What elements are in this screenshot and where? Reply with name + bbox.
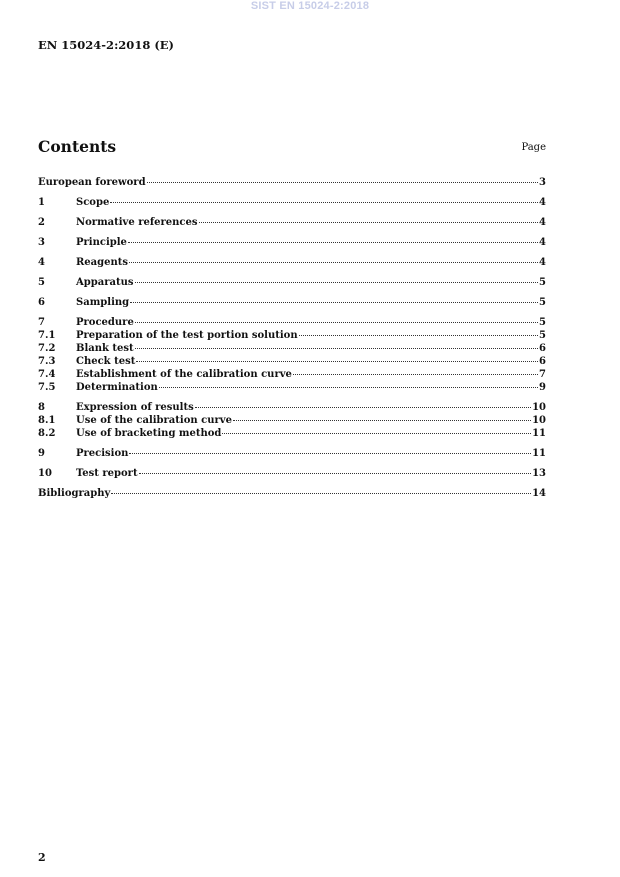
toc-entry[interactable] <box>38 381 546 394</box>
toc-entry[interactable] <box>38 256 546 269</box>
toc-entry-number: 10 <box>38 468 52 479</box>
toc-dot-leader <box>299 335 538 336</box>
toc-entry-title: Reagents <box>76 257 129 268</box>
toc-dot-leader <box>136 361 538 362</box>
toc-entry-title: Establishment of the calibration curve <box>76 369 292 380</box>
toc-entry[interactable] <box>38 316 546 329</box>
toc-entry[interactable] <box>38 329 546 342</box>
toc-entry-number: 3 <box>38 237 45 248</box>
toc-entry-title: Check test <box>76 356 136 367</box>
toc-entry-page: 5 <box>539 277 546 288</box>
toc-entry-title: Bibliography <box>38 488 111 499</box>
toc-entry-title: Normative references <box>76 217 198 228</box>
toc-entry-page: 5 <box>539 317 546 328</box>
toc-entry-page: 4 <box>539 217 546 228</box>
toc-entry-number: 7.4 <box>38 369 56 380</box>
toc-entry-number: 1 <box>38 197 45 208</box>
toc-entry-page: 3 <box>539 177 546 188</box>
toc-entry-title: Use of bracketing method <box>76 428 222 439</box>
toc-entry-page: 6 <box>539 356 546 367</box>
toc-entry-page: 5 <box>539 297 546 308</box>
toc-entry[interactable] <box>38 342 546 355</box>
toc-dot-leader <box>195 407 531 408</box>
page-column-label: Page <box>521 142 546 153</box>
contents-title: Contents <box>38 137 117 156</box>
toc-dot-leader <box>129 262 538 263</box>
toc-entry-number: 7.3 <box>38 356 56 367</box>
toc-dot-leader <box>159 387 538 388</box>
toc-entry-number: 8.2 <box>38 428 56 439</box>
toc-entry-page: 6 <box>539 343 546 354</box>
toc-dot-leader <box>130 302 538 303</box>
toc-entry[interactable] <box>38 467 546 480</box>
toc-dot-leader <box>199 222 539 223</box>
toc-entry[interactable] <box>38 276 546 289</box>
toc-entry-title: Blank test <box>76 343 134 354</box>
toc-dot-leader <box>110 202 538 203</box>
toc-entry[interactable] <box>38 368 546 381</box>
toc-entry-page: 7 <box>539 369 546 380</box>
toc-entry-title: Determination <box>76 382 158 393</box>
toc-entry-title: European foreword <box>38 177 146 188</box>
toc-dot-leader <box>111 493 531 494</box>
toc-entry-page: 5 <box>539 330 546 341</box>
watermark: SIST EN 15024-2:2018 <box>250 0 370 12</box>
toc-entry-title: Scope <box>76 197 110 208</box>
toc-entry-title: Procedure <box>76 317 134 328</box>
toc-entry[interactable] <box>38 196 546 209</box>
document-id: EN 15024-2:2018 (E) <box>38 38 174 52</box>
page-number: 2 <box>38 851 46 864</box>
toc-entry-title: Test report <box>76 468 138 479</box>
toc-entry-page: 11 <box>532 428 546 439</box>
toc-entry-number: 8.1 <box>38 415 56 426</box>
toc-dot-leader <box>135 348 538 349</box>
toc-entry-number: 2 <box>38 217 45 228</box>
toc-entry[interactable] <box>38 447 546 460</box>
toc-entry-page: 9 <box>539 382 546 393</box>
toc-entry-title: Principle <box>76 237 127 248</box>
toc-entry[interactable] <box>38 296 546 309</box>
toc-dot-leader <box>135 282 539 283</box>
toc-entry-page: 4 <box>539 237 546 248</box>
toc-dot-leader <box>222 433 531 434</box>
toc-entry[interactable] <box>38 401 546 414</box>
toc-entry-title: Expression of results <box>76 402 194 413</box>
toc-entry-page: 13 <box>532 468 546 479</box>
toc-entry-title: Use of the calibration curve <box>76 415 232 426</box>
toc-entry-page: 10 <box>532 402 546 413</box>
toc-entry-title: Sampling <box>76 297 130 308</box>
toc-dot-leader <box>147 182 538 183</box>
toc-entry-number: 7.5 <box>38 382 56 393</box>
toc-entry-page: 14 <box>532 488 546 499</box>
toc-entry[interactable] <box>38 414 546 427</box>
toc-entry-number: 4 <box>38 257 45 268</box>
toc-entry[interactable] <box>38 216 546 229</box>
toc-entry-number: 9 <box>38 448 45 459</box>
toc-dot-leader <box>233 420 531 421</box>
toc-entry-number: 7.2 <box>38 343 56 354</box>
toc-entry[interactable] <box>38 487 546 500</box>
toc-dot-leader <box>139 473 532 474</box>
toc-entry-title: Apparatus <box>76 277 134 288</box>
toc-entry-page: 10 <box>532 415 546 426</box>
toc-entry-number: 7.1 <box>38 330 56 341</box>
toc-entry-number: 5 <box>38 277 45 288</box>
toc-entry-page: 4 <box>539 257 546 268</box>
toc-entry[interactable] <box>38 427 546 440</box>
table-of-contents <box>38 176 546 500</box>
toc-dot-leader <box>135 322 538 323</box>
toc-dot-leader <box>293 374 538 375</box>
toc-entry[interactable] <box>38 236 546 249</box>
toc-entry-page: 11 <box>532 448 546 459</box>
toc-entry[interactable] <box>38 355 546 368</box>
toc-entry-number: 6 <box>38 297 45 308</box>
toc-dot-leader <box>128 242 538 243</box>
toc-entry-page: 4 <box>539 197 546 208</box>
toc-entry[interactable] <box>38 176 546 189</box>
toc-entry-number: 8 <box>38 402 45 413</box>
toc-entry-title: Preparation of the test portion solution <box>76 330 298 341</box>
toc-entry-number: 7 <box>38 317 45 328</box>
toc-dot-leader <box>129 453 531 454</box>
toc-entry-title: Precision <box>76 448 129 459</box>
